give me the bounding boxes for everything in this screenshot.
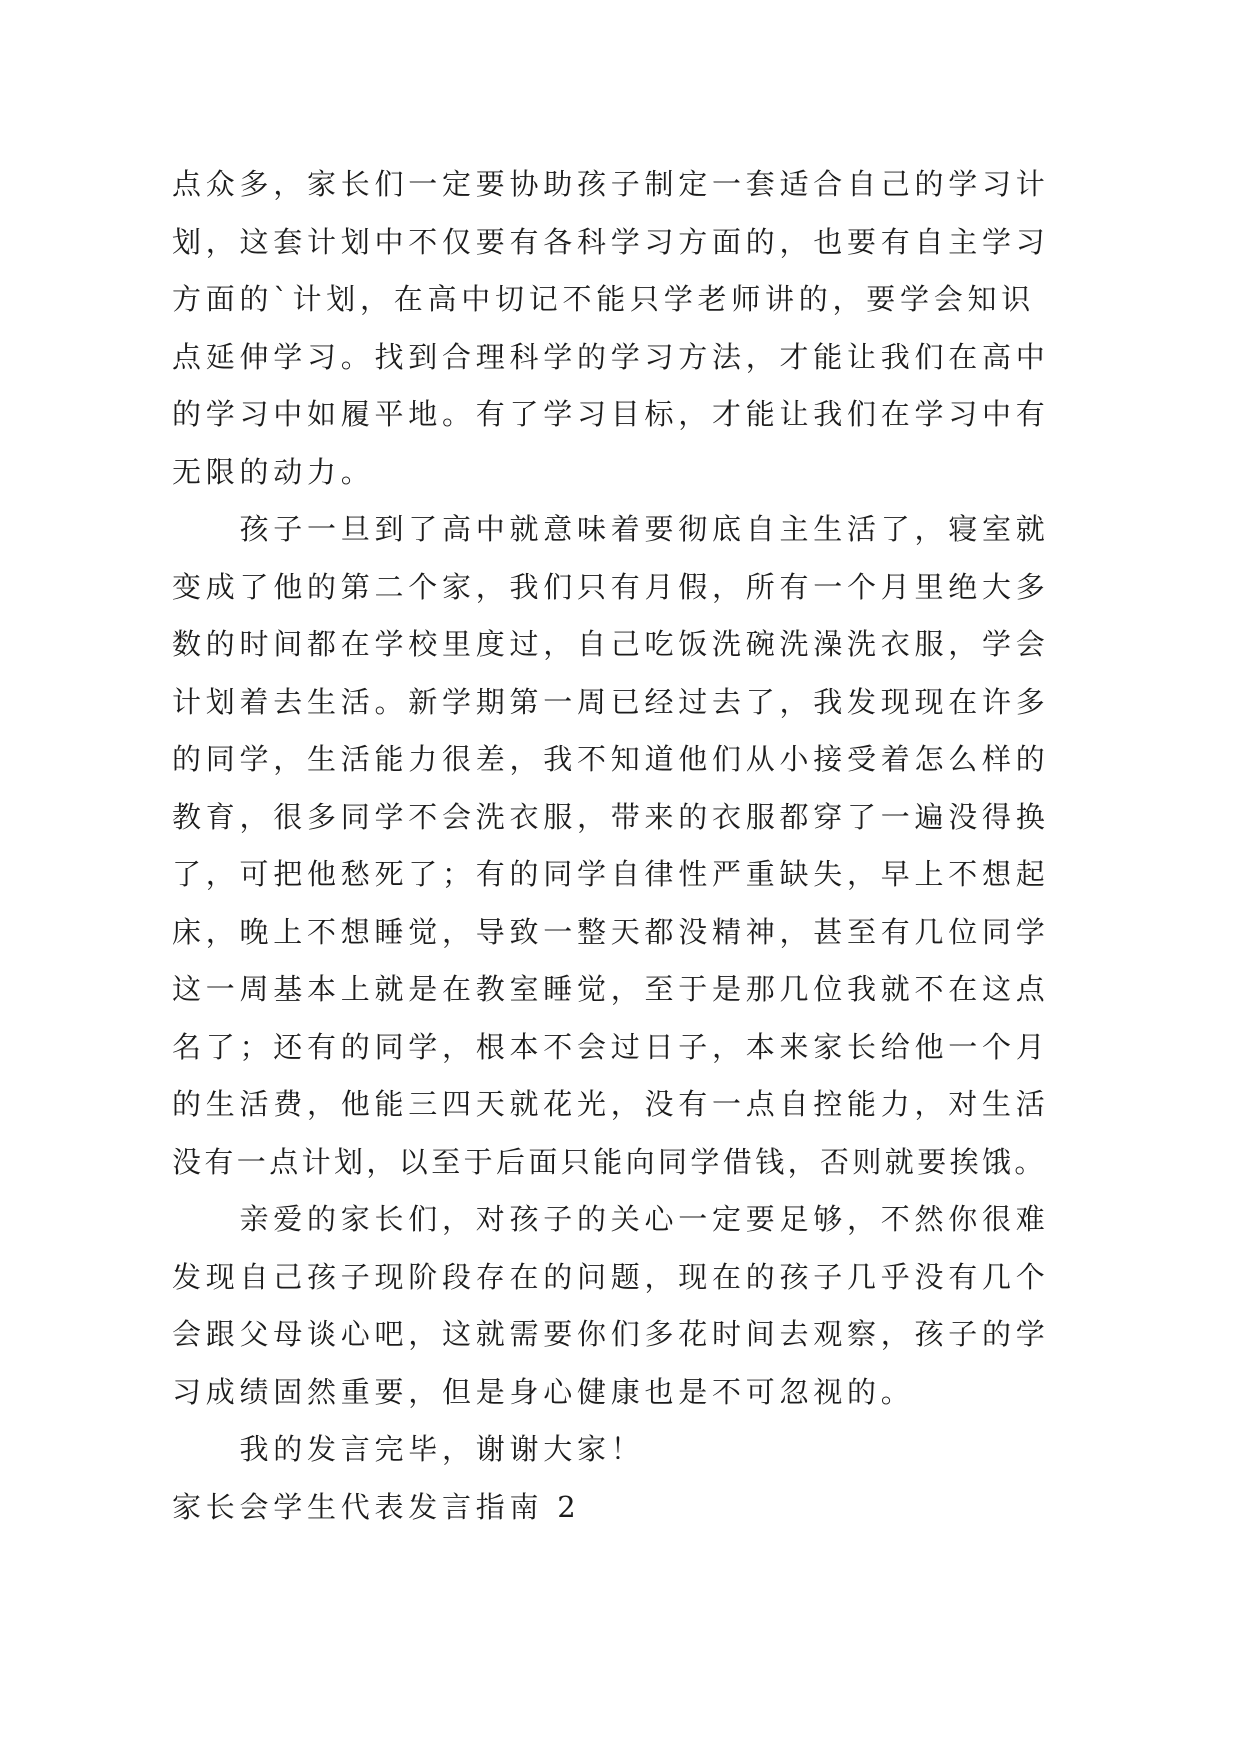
text-line: 亲爱的家长们，对孩子的关心一定要足够，不然你很难 xyxy=(239,1202,1050,1236)
text-line: 的同学，生活能力很差，我不知道他们从小接受着怎么样的 xyxy=(172,742,1050,776)
text-line: 点众多，家长们一定要协助孩子制定一套适合自己的学习计 xyxy=(172,167,1050,201)
paragraph xyxy=(172,1421,1072,1479)
text-line: 方面的`计划，在高中切记不能只学老师讲的，要学会知识 xyxy=(172,282,1036,316)
text-line: 这一周基本上就是在教室睡觉，至于是那几位我就不在这点 xyxy=(172,972,1050,1006)
text-line: 会跟父母谈心吧，这就需要你们多花时间去观察，孩子的学 xyxy=(172,1317,1050,1351)
text-line: 床，晚上不想睡觉，导致一整天都没精神，甚至有几位同学 xyxy=(172,914,1050,949)
text-line: 习成绩固然重要，但是身心健康也是不可忽视的。 xyxy=(172,1374,915,1409)
section-heading: 家长会学生代表发言指南 2 xyxy=(172,1489,581,1524)
text-line: 我的发言完毕，谢谢大家！ xyxy=(239,1432,645,1466)
text-line: 孩子一旦到了高中就意味着要彻底自主生活了，寝室就 xyxy=(239,512,1050,546)
text-line: 教育，很多同学不会洗衣服，带来的衣服都穿了一遍没得换 xyxy=(172,799,1050,834)
body-text xyxy=(172,156,1072,1536)
text-line: 点延伸学习。找到合理科学的学习方法，才能让我们在高中 xyxy=(172,339,1050,374)
text-line: 了，可把他愁死了；有的同学自律性严重缺失，早上不想起 xyxy=(172,857,1050,891)
paragraph xyxy=(172,156,1072,501)
text-line: 发现自己孩子现阶段存在的问题，现在的孩子几乎没有几个 xyxy=(172,1259,1050,1294)
paragraph xyxy=(172,1191,1072,1421)
text-line: 名了；还有的同学，根本不会过日子，本来家长给他一个月 xyxy=(172,1029,1050,1064)
text-line: 变成了他的第二个家，我们只有月假，所有一个月里绝大多 xyxy=(172,569,1050,604)
text-line: 没有一点计划，以至于后面只能向同学借钱，否则就要挨饿。 xyxy=(172,1144,1047,1179)
text-line: 数的时间都在学校里度过，自己吃饭洗碗洗澡洗衣服，学会 xyxy=(172,627,1050,661)
text-line: 计划着去生活。新学期第一周已经过去了，我发现现在许多 xyxy=(172,684,1050,719)
text-line: 的学习中如履平地。有了学习目标，才能让我们在学习中有 xyxy=(172,397,1050,431)
text-line: 的生活费，他能三四天就花光，没有一点自控能力，对生活 xyxy=(172,1087,1050,1121)
text-line: 无限的动力。 xyxy=(172,454,375,489)
text-line: 划，这套计划中不仅要有各科学习方面的，也要有自主学习 xyxy=(172,224,1050,259)
paragraph xyxy=(172,501,1072,1191)
